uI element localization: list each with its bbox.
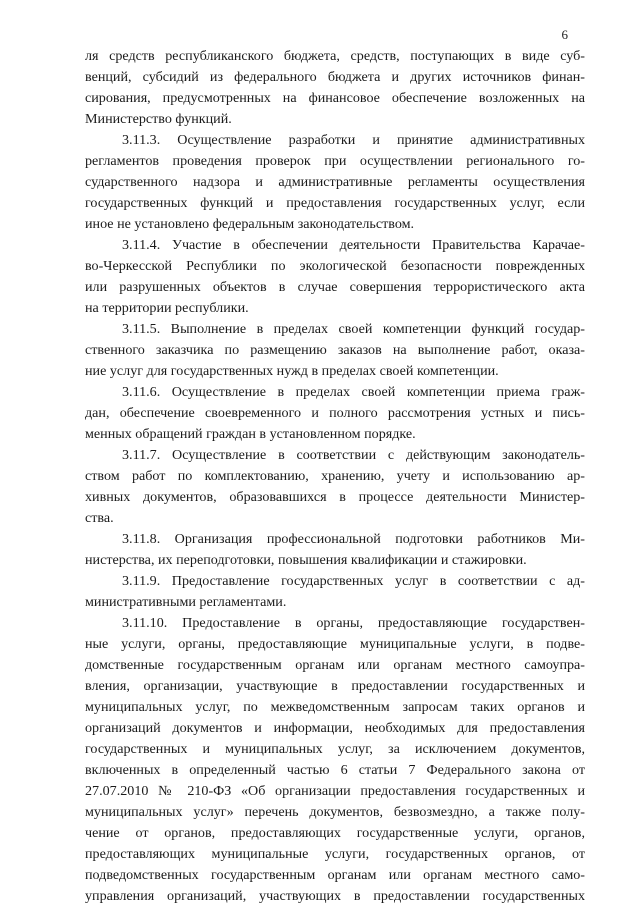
text-line: ства. [85, 510, 114, 526]
text-line: на территории республики. [85, 300, 249, 316]
text-line: домственные государственным органам или органам местного самоупра- [85, 657, 585, 673]
text-line: хивных документов, образовавшихся в процессе деятельности Министер- [85, 489, 585, 505]
text-line: венций, субсидий из федерального бюджета и других источников финан- [85, 69, 585, 85]
text-line: Министерство функций. [85, 111, 232, 127]
text-line: регламентов проведения проверок при осуществлении регионального го- [85, 153, 585, 169]
text-line: ством работ по комплектованию, хранению, учету и использованию ар- [85, 468, 585, 484]
text-line: чение от органов, предоставляющих государственные услуги, органов, [85, 825, 585, 841]
document-body [85, 46, 585, 907]
text-line: сударственного надзора и административные регламенты осуществления [85, 174, 585, 190]
text-line: ля средств республиканского бюджета, средств, поступающих в виде суб- [85, 48, 585, 64]
paragraph-start-line: 3.11.4. Участие в обеспечении деятельности Правительства Карачае- [122, 237, 585, 253]
text-line: или разрушенных объектов в случае совершения террористического акта [85, 279, 585, 295]
text-line: предоставляющих муниципальные услуги, государственных органов, от [85, 846, 585, 862]
text-line: иное не установлено федеральным законодательством. [85, 216, 415, 232]
text-line: вления, организации, участвующие в предоставлении государственных и [85, 678, 585, 694]
text-line: управления организаций, участвующих в предоставлении государственных [85, 888, 585, 904]
paragraph-start-line: 3.11.8. Организация профессиональной подготовки работников Ми- [122, 531, 585, 547]
paragraph-start-line: 3.11.3. Осуществление разработки и принятие административных [122, 132, 585, 148]
text-line: муниципальных услуг, по межведомственным запросам таких органов и [85, 699, 585, 715]
paragraph-start-line: 3.11.9. Предоставление государственных услуг в соответствии с ад- [122, 573, 585, 589]
page-number: 6 [561, 27, 568, 42]
text-line: включенных в определенный частью 6 статьи 7 Федерального закона от [85, 762, 585, 778]
paragraph-start-line: 3.11.6. Осуществление в пределах своей компетенции приема граж- [122, 384, 585, 400]
text-line: ные услуги, органы, предоставляющие муниципальные услуги, в подве- [85, 636, 585, 652]
paragraph-start-line: 3.11.10. Предоставление в органы, предоставляющие государствен- [122, 615, 585, 631]
text-line: менных обращений граждан в установленном порядке. [85, 426, 416, 442]
text-line: подведомственных государственным органам или органам местного само- [85, 867, 585, 883]
text-line: министративными регламентами. [85, 594, 287, 610]
text-line: ние услуг для государственных нужд в пределах своей компетенции. [85, 363, 499, 379]
text-line: государственных и муниципальных услуг, за исключением документов, [85, 741, 585, 757]
text-line: нистерства, их переподготовки, повышения квалификации и стажировки. [85, 552, 527, 568]
text-line: во-Черкесской Республики по экологической безопасности поврежденных [85, 258, 585, 274]
text-line: организаций документов и информации, необходимых для предоставления [85, 720, 585, 736]
text-line: государственных функций и предоставления государственных услуг, если [85, 195, 585, 211]
text-line: дан, обеспечение своевременного и полного рассмотрения устных и пись- [85, 405, 585, 421]
text-line: сирования, предусмотренных на финансовое обеспечение возложенных на [85, 90, 585, 106]
paragraph-start-line: 3.11.5. Выполнение в пределах своей компетенции функций государ- [122, 321, 585, 337]
text-line: 27.07.2010 № 210-ФЗ «Об организации предоставления государственных и [85, 783, 585, 799]
text-line: ственного заказчика по размещению заказов на выполнение работ, оказа- [85, 342, 585, 358]
paragraph-start-line: 3.11.7. Осуществление в соответствии с действующим законодатель- [122, 447, 585, 463]
text-line: муниципальных услуг» перечень документов, безвозмездно, а также полу- [85, 804, 585, 820]
